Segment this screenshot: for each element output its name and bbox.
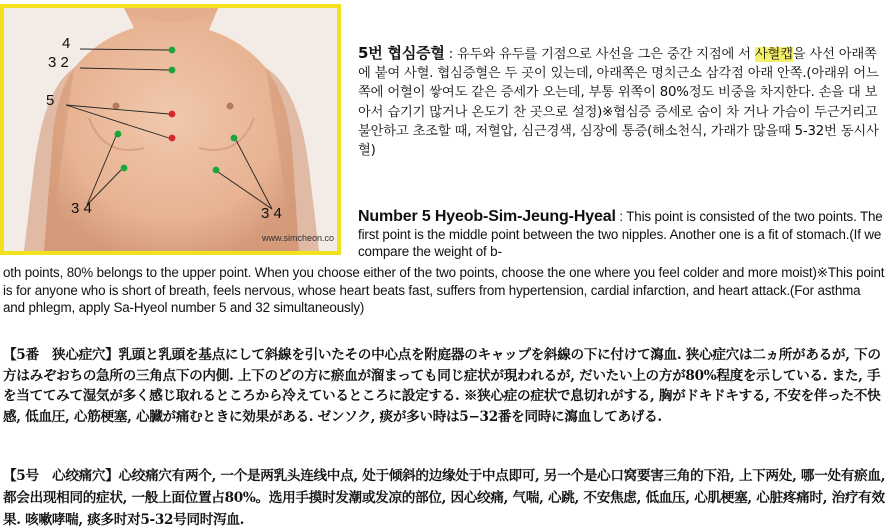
label-point-34-right: 3 4 [261,205,282,222]
english-text-1: : This point is consisted of the two points. The first point is the middle point between the two nipples. Another one is a fit of stomach.(If we compare the weight of b- [358,209,883,260]
acupoint-5-lower [169,135,176,142]
chinese-description: 【5号 心绞痛穴】心绞痛穴有两个, 一个是两乳头连线中点, 处于倾斜的边缘处于中点即可, 另一个是心口窝要害三角的下沿, 上下两处, 哪一处有瘀血, 都会出现相同的症状, 一般上面位置占80%。选用手摸时发潮或发凉的部位, 因心绞痛, 气喘, 心跳, 不安焦虑, 低血压, 心肌梗塞, 心脏疼痛时, 治疗有效果. 咳嗽哮喘, 痰多时对5-32号同时泻血. [3,468,886,528]
korean-text-2: 을 사선 아래쪽에 붙여 사혈. 협심증혈은 두 곳이 있는데, 아래쪽은 명치근소 삼각점 아래 안쪽.(아래위 어느쪽에 어혈이 쌓여도 같은 증세가 오는데, 부통 위쪽이 80%정도 비중을 차지한다. 손을 대 보아서 습기기 많거나 온도기 찬 곳으로 설정)※협심증 증세로 숨이 차 거나 가슴이 두근거리고 불안하고 초조할 때, 저혈압, 심근경색, 심장에 통증(해소천식, 가래가 많을때 5-32번 동시사혈) [358,47,879,159]
acupoint-4 [169,47,176,54]
right-nipple [227,103,234,110]
label-point-32: 3 2 [48,54,69,71]
english-description-bottom: oth points, 80% belongs to the upper point. When you choose either of the two points, choose the one where you feel colder and more moist)※This point is for anyone who is short of breath, feels nervous, whose heart beats fast, suffers from hypertension, cardial infarction, and heart attack.(For asthma and phlegm, apply Sa-Hyeol number 5 and 32 simultaneously) [3,265,885,316]
label-point-4: 4 [62,35,71,52]
japanese-description: 【5番 狭心症穴】乳頭と乳頭を基点にして斜線を引いたその中心点を附庭器のキャップを斜線の下に付けて瀉血. 狭心症穴は二ヵ所があるが, 下の方はみぞおちの急所の三角点下の内側. 上下のどの方に瘀血が溜まっても同じ症状が現われるが, だいたい上の方が80%程度を示している. また, 手を当ててみて湿気が多く感じ取れるところから冷えているところに設定する. ※狭心症の症状で息切れがする, 胸がドキドキする, 不安を伴った不快感, 低血圧, 心筋梗塞, 心臓が痛むときに効果がある. ゼンソク, 痰が多い時は5−32番を同時に瀉血してあげる. [3,347,881,425]
acupoint-34-right-lower [213,167,220,174]
label-point-5: 5 [46,92,55,109]
acupoint-5-upper [169,111,176,118]
torso-illustration [4,8,337,251]
korean-text-1: : 유두와 유두를 기점으로 사선을 그은 중간 지점에 서 [444,47,755,62]
label-point-34-left: 3 4 [71,200,92,217]
left-nipple [113,103,120,110]
acupoint-32 [169,67,176,74]
acupoint-figure [0,4,341,255]
acupoint-34-left-lower [121,165,128,172]
acupoint-34-left-upper [115,131,122,138]
acupoint-34-right-upper [231,135,238,142]
korean-description [358,44,882,160]
english-title: Number 5 Hyeob-Sim-Jeung-Hyeal [358,208,616,225]
korean-highlight: 사혈캡 [754,47,793,62]
watermark: www.simcheon.co [262,233,335,243]
english-description-top [358,208,884,261]
korean-title: 5번 협심증혈 [358,44,445,62]
